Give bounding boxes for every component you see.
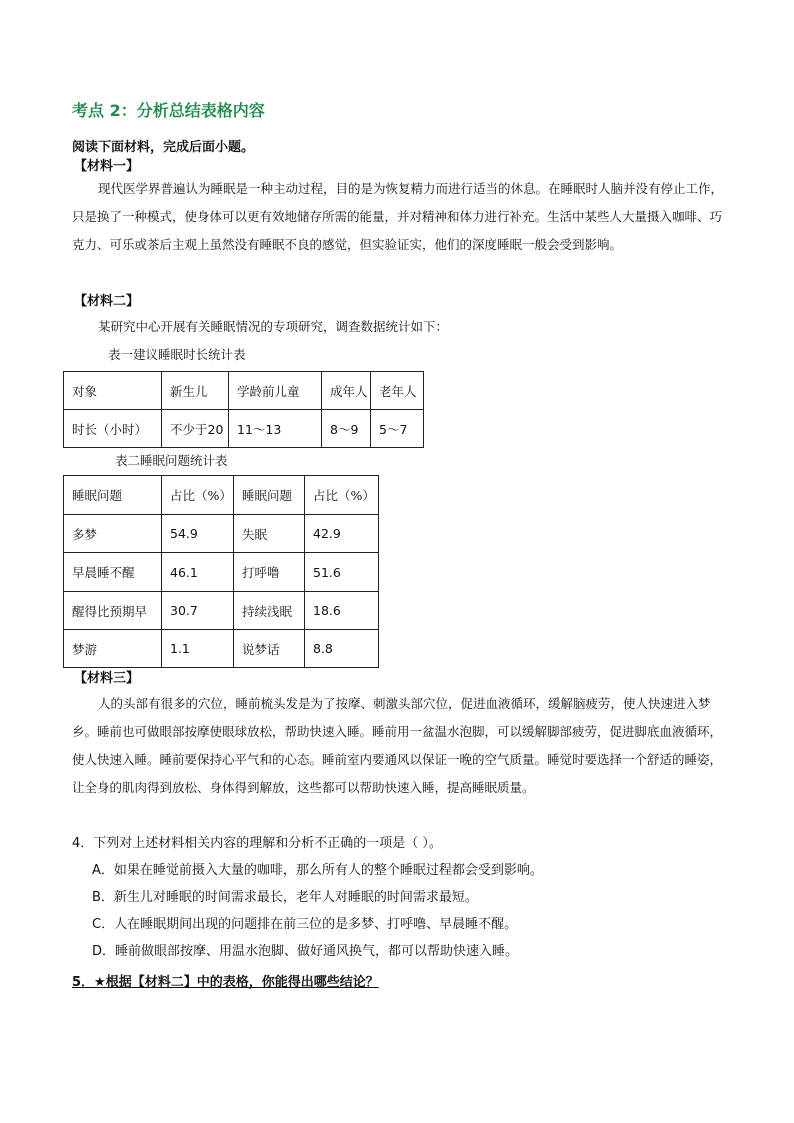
question-4-stem: 4．下列对上述材料相关内容的理解和分析不正确的一项是（ ）。 — [72, 836, 442, 851]
table-cell: 学龄前儿童 — [229, 372, 322, 410]
table-cell: 新生儿 — [162, 372, 229, 410]
table-cell: 占比（%） — [305, 476, 379, 515]
table-2-header-row — [64, 476, 379, 515]
table-cell: 持续浅眠 — [234, 592, 305, 630]
material-3-header: 【材料三】 — [74, 671, 140, 686]
table-row — [64, 630, 379, 668]
reading-instruction: 阅读下面材料，完成后面小题。 — [72, 140, 255, 155]
table-row — [64, 553, 379, 592]
table-cell: 早晨睡不醒 — [64, 553, 162, 592]
table-cell: 46.1 — [162, 553, 234, 592]
table-cell: 8.8 — [305, 630, 379, 668]
section-title: 考点 2：分析总结表格内容 — [72, 101, 265, 120]
table-2-caption: 表二睡眠问题统计表 — [115, 453, 228, 468]
table-cell: 42.9 — [305, 515, 379, 553]
table-cell: 说梦话 — [234, 630, 305, 668]
table-cell: 成年人 — [322, 372, 371, 410]
table-cell: 5～7 — [371, 410, 424, 448]
material-2-header: 【材料二】 — [74, 294, 140, 309]
table-cell: 51.6 — [305, 553, 379, 592]
table-cell: 睡眠问题 — [64, 476, 162, 515]
sleep-duration-table — [63, 371, 424, 448]
table-cell: 30.7 — [162, 592, 234, 630]
table-cell: 54.9 — [162, 515, 234, 553]
question-4-option-d: D．睡前做眼部按摩、用温水泡脚、做好通风换气，都可以帮助快速入睡。 — [92, 944, 519, 959]
table-cell: 打呼噜 — [234, 553, 305, 592]
table-cell: 醒得比预期早 — [64, 592, 162, 630]
material-3-text: 人的头部有很多的穴位，睡前梳头发是为了按摩、刺激头部穴位，促进血液循环，缓解脑疲劳，使人快速进入梦乡。睡前也可做眼部按摩使眼球放松，帮助快速入睡。睡前用一盆温水泡脚，可以缓解脚部疲劳，促进脚底血液循环，使人快速入睡。睡前要保持心平气和的心态。睡前室内要通风以保证一晚的空气质量。睡觉时要选择一个舒适的睡姿，让全身的肌肉得到放松、身体得到解放，这些都可以帮助快速入睡，提高睡眠质量。 — [72, 696, 723, 795]
question-4-option-c: C．人在睡眠期间出现的问题排在前三位的是多梦、打呼噜、早晨睡不醒。 — [92, 917, 518, 932]
table-cell: 时长（小时） — [64, 410, 162, 448]
table-cell: 老年人 — [371, 372, 424, 410]
sleep-problem-table — [63, 475, 379, 668]
table-cell: 占比（%） — [162, 476, 234, 515]
table-1-row — [64, 410, 424, 448]
table-cell: 睡眠问题 — [234, 476, 305, 515]
table-1-caption: 表一建议睡眠时长统计表 — [108, 347, 246, 362]
table-row — [64, 515, 379, 553]
table-cell: 失眠 — [234, 515, 305, 553]
table-cell: 不少于20 — [162, 410, 229, 448]
table-cell: 8～9 — [322, 410, 371, 448]
table-cell: 18.6 — [305, 592, 379, 630]
question-5-stem: 5．★根据【材料二】中的表格，你能得出哪些结论？ — [72, 975, 379, 990]
material-1-header: 【材料一】 — [74, 159, 140, 174]
table-row — [64, 592, 379, 630]
question-4-option-a: A．如果在睡觉前摄入大量的咖啡，那么所有人的整个睡眠过程都会受到影响。 — [92, 863, 543, 878]
table-cell: 1.1 — [162, 630, 234, 668]
question-4-option-b: B．新生儿对睡眠的时间需求最长，老年人对睡眠的时间需求最短。 — [92, 890, 478, 905]
table-cell: 11～13 — [229, 410, 322, 448]
table-cell: 梦游 — [64, 630, 162, 668]
material-2-intro: 某研究中心开展有关睡眠情况的专项研究，调查数据统计如下： — [98, 319, 449, 334]
table-cell: 对象 — [64, 372, 162, 410]
table-cell: 多梦 — [64, 515, 162, 553]
table-1-header-row — [64, 372, 424, 410]
material-1-text: 现代医学界普遍认为睡眠是一种主动过程，目的是为恢复精力而进行适当的休息。在睡眠时人脑并没有停止工作，只是换了一种模式，使身体可以更有效地储存所需的能量，并对精神和体力进行补充。生活中某些人大量摄入咖啡、巧克力、可乐或茶后主观上虽然没有睡眠不良的感觉，但实验证实，他们的深度睡眠一般会受到影响。 — [72, 181, 724, 252]
